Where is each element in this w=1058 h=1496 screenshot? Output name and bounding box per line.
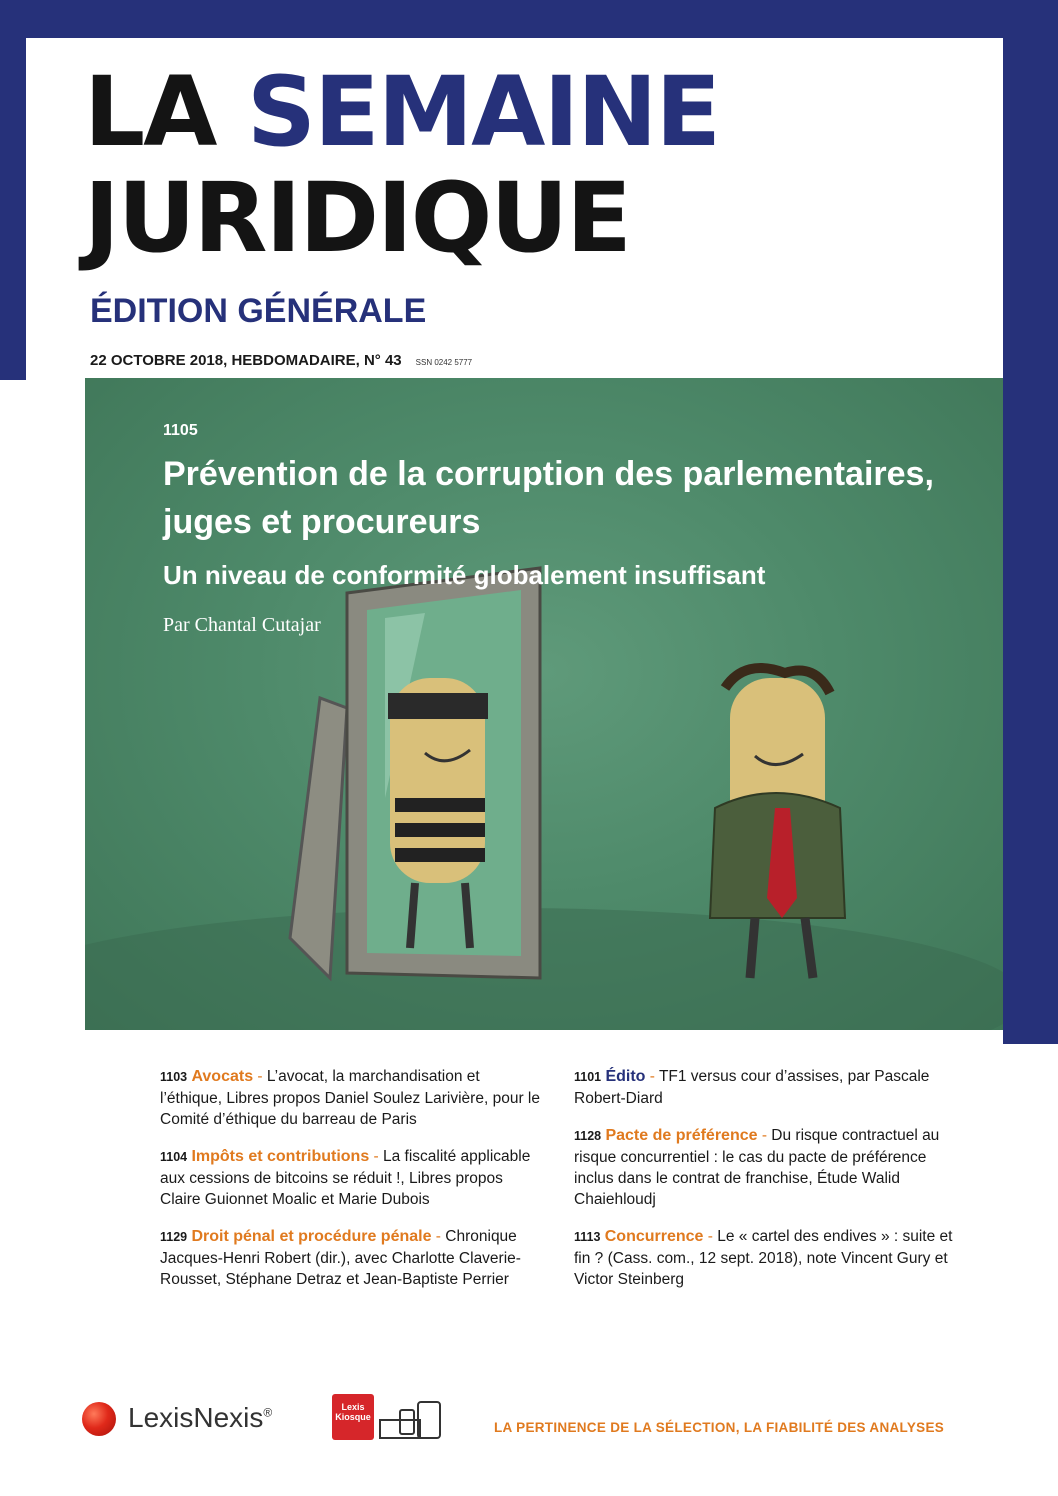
toc-item[interactable]: 1113 Concurrence - Le « cartel des endives » : suite et fin ? (Cass. com., 12 sept. 2018), note Vincent Gury et Victor Steinberg xyxy=(574,1228,953,1288)
edition-label: ÉDITION GÉNÉRALE xyxy=(90,292,427,330)
devices-icon xyxy=(378,1396,448,1440)
toc-item-number: 1103 xyxy=(160,1070,188,1084)
toc-item-text: Du risque contractuel au risque concurrentiel : le cas du pacte de préférence inclus dans le contrat de franchise, Étude Walid Chaiehloudj xyxy=(574,1127,940,1208)
toc-item-rubric: Pacte de préférence xyxy=(605,1127,758,1144)
cover-frame-top xyxy=(0,0,1058,38)
toc-item-text: Le « cartel des endives » : suite et fin ? (Cass. com., 12 sept. 2018), note Vincent Gury et Victor Steinberg xyxy=(574,1228,953,1288)
toc-item-number: 1128 xyxy=(574,1129,602,1143)
cover-article-number: 1105 xyxy=(163,422,198,439)
cover-frame-right xyxy=(1003,0,1058,1044)
toc-item-number: 1129 xyxy=(160,1230,188,1244)
lexisnexis-wordmark: LexisNexis® xyxy=(128,1402,273,1433)
toc-item-number: 1101 xyxy=(574,1070,602,1084)
issue-line xyxy=(90,352,472,369)
footer xyxy=(0,1390,1058,1450)
toc-item[interactable]: 1128 Pacte de préférence - Du risque contractuel au risque concurrentiel : le cas du pacte de préférence inclus dans le contrat de franchise, Étude Walid Chaiehloudj xyxy=(574,1127,940,1208)
toc-item-rubric: Concurrence xyxy=(604,1228,704,1245)
toc-item-number: 1113 xyxy=(574,1230,601,1244)
masthead-title-semaine: SEMAINE xyxy=(246,56,720,168)
toc-item-rubric: Droit pénal et procédure pénale xyxy=(191,1228,432,1245)
footer-tagline: LA PERTINENCE DE LA SÉLECTION, LA FIABILITÉ DES ANALYSES xyxy=(494,1420,945,1435)
issue-date: 22 OCTOBRE 2018, HEBDOMADAIRE, N° 43 xyxy=(90,352,402,369)
lexis-kiosque-badge[interactable] xyxy=(332,1394,374,1440)
cover-subtitle: Un niveau de conformité globalement insuffisant xyxy=(163,560,766,590)
toc-item-text: Chronique Jacques-Henri Robert (dir.), avec Charlotte Claverie-Rousset, Stéphane Detraz et Jean-Baptiste Perrier xyxy=(160,1228,521,1288)
cover-author: Par Chantal Cutajar xyxy=(163,614,321,636)
toc-item-text: TF1 versus cour d’assises, par Pascale Robert-Diard xyxy=(574,1068,930,1107)
toc-item-rubric: Édito xyxy=(605,1068,646,1085)
toc-left-column xyxy=(160,1066,540,1306)
toc-right-column xyxy=(574,1066,954,1306)
toc-item[interactable]: 1104 Impôts et contributions - La fiscalité applicable aux cessions de bitcoins se réduit !, Libres propos Claire Guionnet Moalic et Marie Dubois xyxy=(160,1148,531,1208)
masthead-title-la: LA xyxy=(84,56,216,168)
toc-item-rubric: Avocats xyxy=(191,1068,254,1085)
kiosque-label: Lexis Kiosque xyxy=(335,1402,371,1422)
toc-item[interactable]: 1103 Avocats - L’avocat, la marchandisation et l’éthique, Libres propos Daniel Soulez Larivière, pour le Comité d’éthique du barreau de Paris xyxy=(160,1068,540,1128)
lexisnexis-logo[interactable] xyxy=(82,1398,312,1438)
masthead-title-juridique: JURIDIQUE xyxy=(84,162,630,274)
toc-item-text: La fiscalité applicable aux cessions de bitcoins se réduit !, Libres propos Claire Guionnet Moalic et Marie Dubois xyxy=(160,1148,531,1208)
toc-item-text: L’avocat, la marchandisation et l’éthique, Libres propos Daniel Soulez Larivière, pour le Comité d’éthique du barreau de Paris xyxy=(160,1068,540,1128)
issn-number: SSN 0242 5777 xyxy=(415,358,473,367)
cover-frame-left xyxy=(0,0,26,380)
toc-item[interactable]: 1101 Édito - TF1 versus cour d’assises, par Pascale Robert-Diard xyxy=(574,1068,930,1107)
cover-title: Prévention de la corruption des parlementaires, juges et procureurs xyxy=(163,455,934,541)
cover-illustration xyxy=(85,378,1003,1030)
toc-item-number: 1104 xyxy=(160,1150,188,1164)
toc-item[interactable]: 1129 Droit pénal et procédure pénale - Chronique Jacques-Henri Robert (dir.), avec Charlotte Claverie-Rousset, Stéphane Detraz et Jean-Baptiste Perrier xyxy=(160,1228,521,1288)
lexisnexis-ball-icon xyxy=(82,1402,116,1436)
masthead-title-line1 xyxy=(84,56,720,168)
toc-item-rubric: Impôts et contributions xyxy=(191,1148,370,1165)
